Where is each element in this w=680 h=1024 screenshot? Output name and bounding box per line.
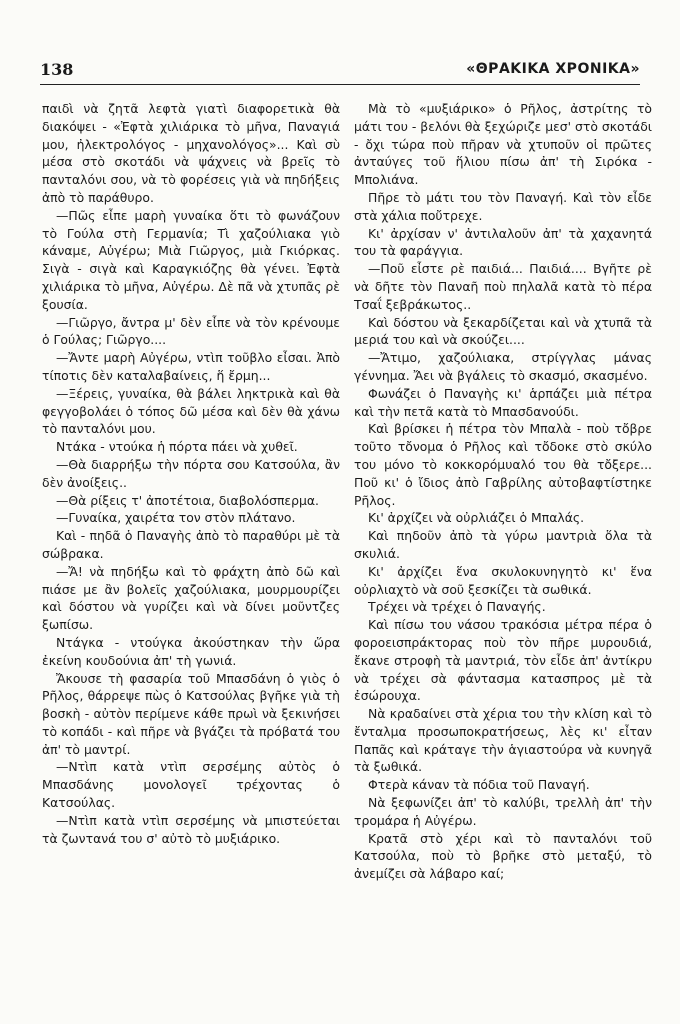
paragraph: —Πῶς εἶπε μαρὴ γυναίκα ὅτι τὸ φωνάζουν τὸ Γούλα στὴ Γερμανία; Τὶ χαζούλιακα γιὸ κάναμε, Αὐγέρω; Μιὰ Γιῶργος, μιὰ Γκιόρκας. Σιγὰ - σιγὰ καὶ Καραγκιόζης θὰ γένει. Ἐφτὰ χιλιάρικα τὸ μῆνα, Αὐγέρω. Δὲ πᾶ νὰ χτυπᾶς ρὲ ξουσία. <box>42 207 340 312</box>
paragraph: Κι' ἀρχίζει νὰ οὐρλιάζει ὁ Μπαλάς. <box>368 510 585 526</box>
running-title: «ΘΡΑΚΙΚΑ ΧΡΟΝΙΚΑ» <box>466 61 640 77</box>
paragraph: Καὶ πηδοῦν ἀπὸ τὰ γύρω μαντριὰ ὅλα τὰ σκυλιά. <box>354 528 652 561</box>
paragraph: —Ἄ! νὰ πηδήξω καὶ τὸ φράχτη ἀπὸ δῶ καὶ πιάσε με ἂν βολεῖς χαζούλιακα, μουρμουρίζει καὶ δόστου νὰ γυρίζει καὶ νὰ δίνει μοῦντζες ξωπίσω. <box>42 563 340 633</box>
paragraph: Κρατᾶ στὸ χέρι καὶ τὸ πανταλόνι τοῦ Κατσούλα, ποὺ τὸ βρῆκε στὸ μεταξύ, τὸ ἀνεμίζει σὰ λάβαρο καί; <box>354 830 652 882</box>
paragraph: Νὰ ξεφωνίζει ἀπ' τὸ καλύβι, τρελλὴ ἀπ' τὴν τρομάρα ἡ Αὐγέρω. <box>354 795 652 828</box>
paragraph: Καὶ βρίσκει ἡ πέτρα τὸν Μπαλὰ - ποὺ τὄβρε τοῦτο τὄνομα ὁ Ρῆλος καὶ τὄδοκε στὸ σκύλο του μόνο τὸ κοκκορόμυαλό του θὰ τὄξερε... Ποῦ κι' ὁ ἴδιος ἀπὸ Γαβρίλης αὐτοβαφτίστηκε Ρῆλος. <box>354 421 652 508</box>
paragraph: Καὶ - πηδᾶ ὁ Παναγὴς ἀπὸ τὸ παραθύρι μὲ τὰ σώβρακα. <box>42 528 340 561</box>
paragraph: —Ξέρεις, γυναίκα, θὰ βάλει ληκτρικὰ καὶ θὰ φεγγοβολάει ὁ τόπος δῶ μέσα καὶ δὲν θὰ χάνω τὸ πανταλόνι μου. <box>42 385 340 437</box>
paragraph: Καὶ πίσω του νάσου τρακόσια μέτρα πέρα ὁ φοροεισπράκτορας ποὺ τὸν πῆρε μυρουδιά, ἔκανε στροφὴ τὰ μαντριά, τὸν εἶδε ἀπ' ἀντίκρυ νὰ τρέχει σὰ φάντασμα κατασπρος μὲ τὰ ἐσώρουχα. <box>354 617 652 704</box>
paragraph: —Γιῶργο, ἄντρα μ' δὲν εἶπε νὰ τὸν κρένουμε ὁ Γούλας; Γιῶργο.... <box>42 314 340 348</box>
paragraph: Φωνάζει ὁ Παναγὴς κι' ἁρπάζει μιὰ πέτρα καὶ τὴν πετᾶ κατὰ τὸ Μπασδανούδι. <box>354 385 652 419</box>
paragraph: Καὶ δόστου νὰ ξεκαρδίζεται καὶ νὰ χτυπᾶ τὰ μεριά του καὶ νὰ σκούζει.... <box>354 314 652 348</box>
paragraph: Μὰ τὸ «μυξιάρικο» ὁ Ρῆλος, ἀστρίτης τὸ μάτι του - βελόνι θὰ ξεχώριζε μεσ' στὸ σκοτάδι - ὄχι τώρα ποὺ πῆραν νὰ χτυποῦν οἱ πρῶτες ἀνταύγες τοῦ ἥλιου πίσω ἀπ' τὴ Σιρόκα - Μπολιάνα. <box>354 101 652 188</box>
paragraph: Τρέχει νὰ τρέχει ὁ Παναγής. <box>368 599 546 615</box>
right-column <box>354 100 652 883</box>
paragraph: Ντάκα - ντούκα ἡ πόρτα πάει νὰ χυθεῖ. <box>56 439 298 455</box>
left-column <box>42 100 340 847</box>
paragraph: Κι' ἀρχίσαν ν' ἀντιλαλοῦν ἀπ' τὰ χαχανητά του τὰ φαράγγια. <box>354 225 652 259</box>
paragraph: Πῆρε τὸ μάτι του τὸν Παναγή. Καὶ τὸν εἶδε στὰ χάλια ποὔτρεχε. <box>354 189 652 223</box>
paragraph: —Ντὶπ κατὰ ντὶπ σερσέμης νὰ μπιστεύεται τὰ ζωντανά του σ' αὐτὸ τὸ μυξιάρικο. <box>42 812 340 846</box>
paragraph: Νὰ κραδαίνει στὰ χέρια του τὴν κλίση καὶ τὸ ἔνταλμα προσωποκρατήσεως, λὲς κι' εἶταν Παπᾶς καὶ κράταγε τὴν ἁγιαστούρα νὰ κυνηγᾶ τὰ ξωθικά. <box>354 706 652 775</box>
paragraph: —Ντὶπ κατὰ ντὶπ σερσέμης αὐτὸς ὁ Μπασδάνης μονολογεῖ τρέχοντας ὁ Κατσούλας. <box>42 759 340 811</box>
paragraph: —Ἄντε μαρὴ Αὐγέρω, ντὶπ τοῦβλο εἶσαι. Ἀπὸ τίποτις δὲν καταλαβαίνεις, ἥ ἔρμη... <box>42 350 340 383</box>
page-header <box>40 58 640 85</box>
paragraph: —Ποῦ εἶστε ρὲ παιδιά... Παιδιά.... Βγῆτε ρὲ νὰ δῆτε τὸν Παναῆ ποὺ πηλαλᾶ κατὰ τὸ πέρα Τσαΐ ξεβράκωτος.. <box>354 261 652 312</box>
paragraph: —Θὰ ρίξεις τ' ἀποτέτοια, διαβολόσπερμα. <box>56 492 319 508</box>
paragraph: —Γυναίκα, χαιρέτα τον στὸν πλάτανο. <box>56 510 296 526</box>
paragraph: —Θὰ διαρρήξω τὴν πόρτα σου Κατσούλα, ἂν δὲν ἀνοίξεις.. <box>42 456 340 490</box>
paragraph: —Ἄτιμο, χαζούλιακα, στρίγγλας μάνας γέννημα. Ἄει νὰ βγάλεις τὸ σκασμό, σκασμένο. <box>354 350 652 383</box>
paragraph: παιδὶ νὰ ζητᾶ λεφτὰ γιατὶ διαφορετικὰ θὰ διακόψει - «Ἐφτὰ χιλιάρικα τὸ μῆνα, Παναγιά μου, ἠλεκτρολόγος - μηχανολόγος»... Καὶ σὺ μέσα στὸ σκοτάδι νὰ ψάχνεις νὰ βρεῖς τὸ πανταλόνι σου, νὰ τὸ φορέσεις γιὰ νὰ πηδήξεις ἀπὸ τὸ παράθυρο. <box>42 101 340 205</box>
paragraph: Φτερὰ κάναν τὰ πόδια τοῦ Παναγή. <box>368 777 590 793</box>
paragraph: Ἄκουσε τὴ φασαρία τοῦ Μπασδάνη ὁ γιὸς ὁ Ρῆλος, θάρρεψε πὼς ὁ Κατσούλας βγῆκε γιὰ τὴ βοσκὴ - αὐτὸν περίμενε κάθε πρωὶ νὰ ξεκινήσει τὸ κοπάδι - καὶ πῆρε νὰ βγάζει τὰ πρόβατά του ἀπ' τὸ μαντρί. <box>42 670 340 757</box>
paragraph: Κι' ἀρχίζει ἕνα σκυλοκυνηγητὸ κι' ἕνα οὐρλιαχτὸ νὰ σοῦ ξεσκίζει τὰ σωθικά. <box>354 563 652 597</box>
paragraph: Ντάγκα - ντούγκα ἀκούστηκαν τὴν ὥρα ἐκείνη κουδούνια ἀπ' τὴ γωνιά. <box>42 634 340 668</box>
page-number: 138 <box>40 60 74 79</box>
